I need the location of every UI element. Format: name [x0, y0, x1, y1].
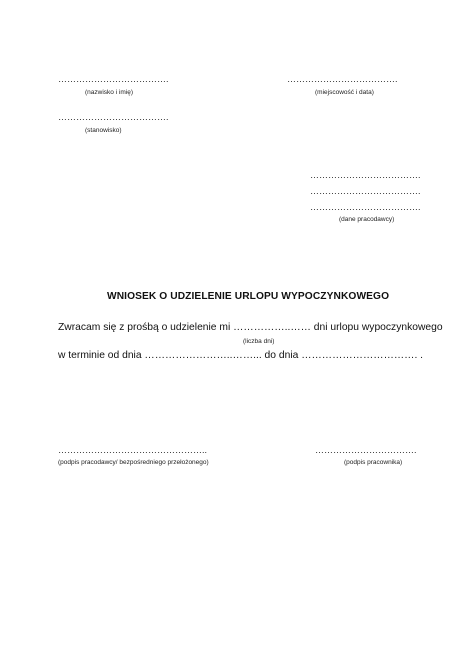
employer-dotted-line-1: ……………………………….: [310, 170, 421, 180]
supervisor-signature-dotted-line: …………………………………………..: [58, 445, 208, 455]
position-caption: (stanowisko): [85, 127, 122, 134]
employee-signature-caption: (podpis pracownika): [344, 459, 403, 466]
days-caption: (liczba dni): [243, 338, 275, 345]
document-title: WNIOSEK O UDZIELENIE URLOPU WYPOCZYNKOWEGO: [107, 291, 390, 302]
request-line-1: Zwracam się z prośbą o udzielenie mi ……………..…… dni urlopu wypoczynkowego: [58, 322, 443, 333]
employer-dotted-line-2: ……………………………….: [310, 186, 421, 196]
employee-signature-dotted-line: …………………………….: [315, 445, 417, 455]
employer-caption: (dane pracodawcy): [339, 216, 395, 223]
place-date-dotted-line: ……………………………….: [287, 74, 398, 84]
position-dotted-line: ……………………………….: [58, 112, 169, 122]
place-date-caption: (miejscowość i data): [315, 89, 374, 96]
request-line-2: w terminie od dnia ……………………..……... do dnia ……………………………. .: [58, 350, 424, 361]
name-caption: (nazwisko i imię): [85, 89, 134, 96]
name-dotted-line: ……………………………….: [58, 74, 169, 84]
employer-dotted-line-3: ……………………………….: [310, 202, 421, 212]
supervisor-signature-caption: (podpis pracodawcy/ bezpośredniego przełożonego): [58, 459, 209, 466]
